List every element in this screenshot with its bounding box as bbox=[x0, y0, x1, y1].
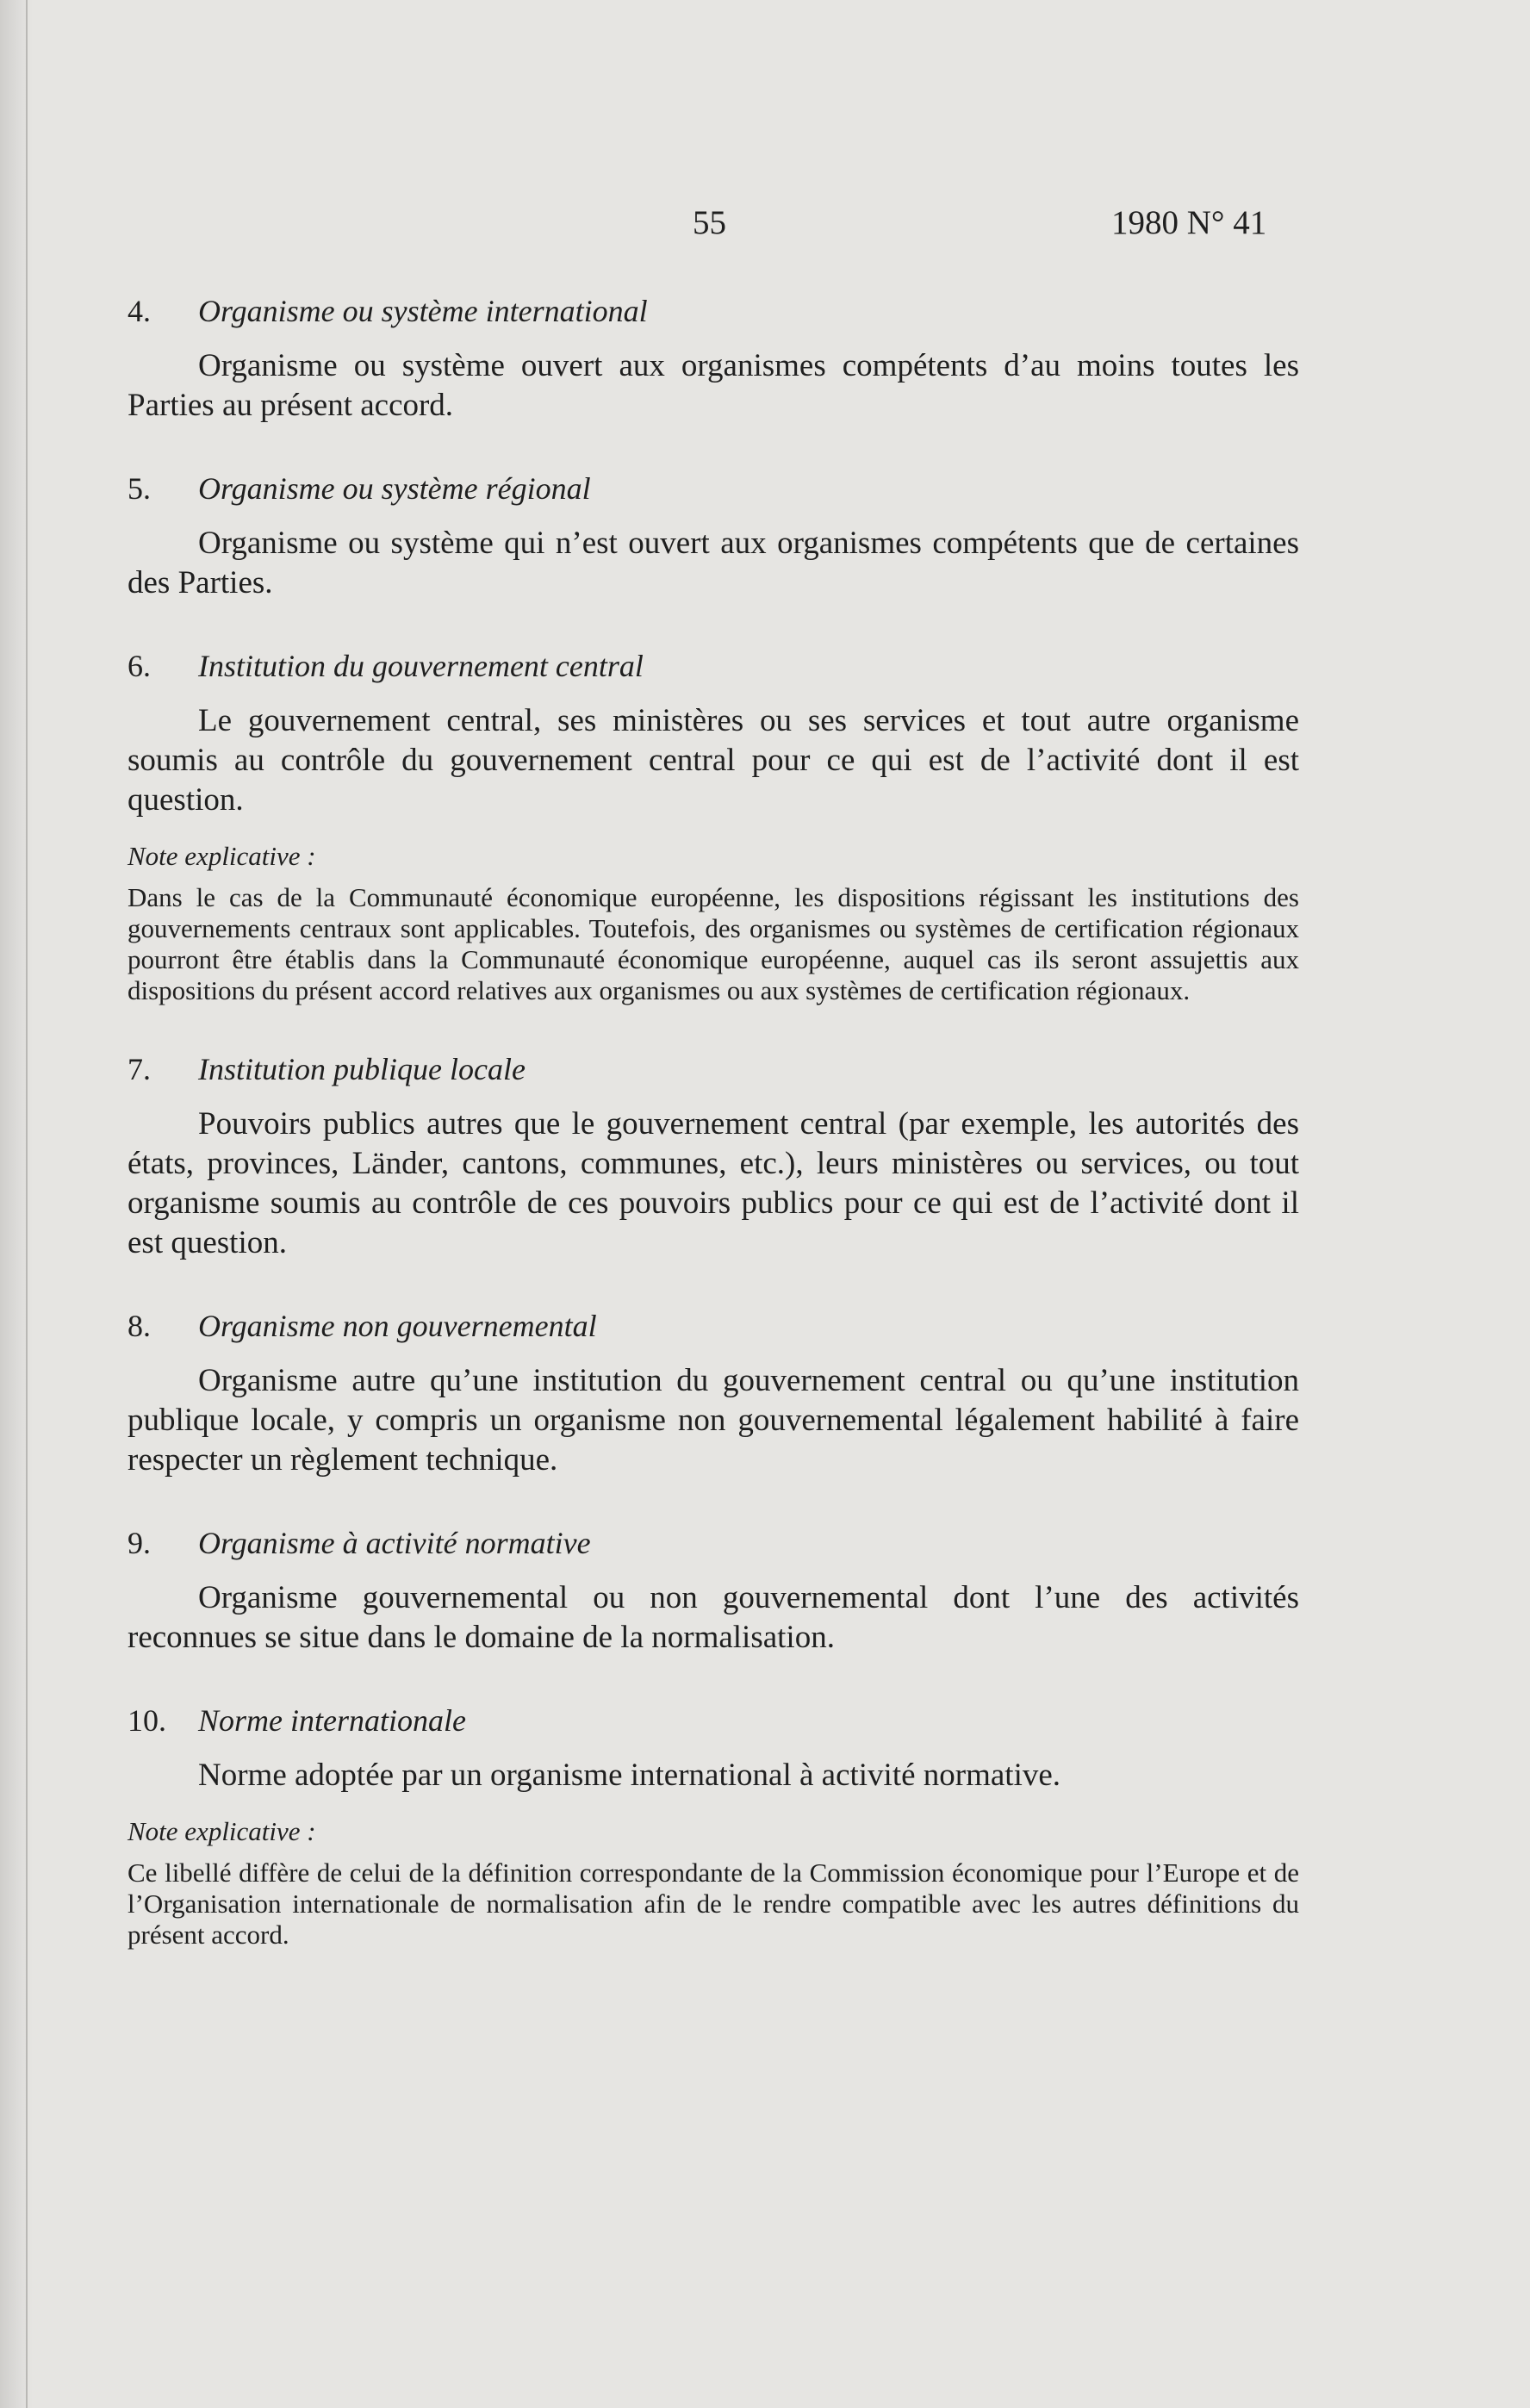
definition-body: Organisme gouvernemental ou non gouvernemental dont l’une des activités reconnues se situe dans le domaine de la normalisation. bbox=[128, 1580, 1299, 1655]
definition-body: Pouvoirs publics autres que le gouvernement central (par exemple, les autorités des états, provinces, Länder, cantons, communes, etc.), leurs ministères ou services, ou tout organisme soumis au contrôle de ces pouvoirs publics pour ce qui est de l’activité dont il est question. bbox=[128, 1106, 1299, 1260]
page-number: 55 bbox=[693, 204, 726, 241]
treaty-reference: 1980 N° 41 bbox=[1111, 204, 1267, 241]
definition-number: 8. bbox=[128, 1309, 151, 1343]
note-body: Dans le cas de la Communauté économique européenne, les dispositions régissant les institutions des gouvernements centraux sont applicables. Toutefois, des organismes ou systèmes de certification régionaux pourront être établis dans la Communauté économique européenne, auquel cas ils seront assujettis aux dispositions du présent accord relatives aux organismes ou aux systèmes de certification régionaux. bbox=[128, 882, 1299, 1005]
definition-body: Organisme autre qu’une institution du gouvernement central ou qu’une institution publique locale, y compris un organisme non gouvernemental légalement habilité à faire respecter un règlement technique. bbox=[128, 1363, 1299, 1478]
binding-edge bbox=[0, 0, 33, 2408]
definition-title: Institution du gouvernement central bbox=[198, 649, 644, 683]
definition-item-5 bbox=[128, 470, 1299, 603]
explanatory-note bbox=[128, 1816, 1299, 1951]
definition-number: 9. bbox=[128, 1526, 151, 1560]
explanatory-note bbox=[128, 841, 1299, 1006]
definitions-list bbox=[128, 293, 1299, 1995]
definition-title: Organisme non gouvernemental bbox=[198, 1309, 597, 1343]
note-label: Note explicative : bbox=[128, 1816, 316, 1846]
definition-body: Organisme ou système ouvert aux organismes compétents d’au moins toutes les Parties au présent accord. bbox=[128, 348, 1299, 423]
definition-title: Norme internationale bbox=[198, 1703, 466, 1738]
definition-number: 5. bbox=[128, 471, 151, 506]
definition-number: 7. bbox=[128, 1052, 151, 1086]
definition-heading bbox=[128, 1525, 1299, 1561]
definition-body: Le gouvernement central, ses ministères ou ses services et tout autre organisme soumis au contrôle du gouvernement central pour ce qui est de l’activité dont il est question. bbox=[128, 703, 1299, 818]
definition-title: Organisme ou système régional bbox=[198, 471, 591, 506]
definition-heading bbox=[128, 1308, 1299, 1344]
definition-heading bbox=[128, 470, 1299, 507]
definition-number: 6. bbox=[128, 649, 151, 683]
definition-heading bbox=[128, 293, 1299, 329]
note-body: Ce libellé diffère de celui de la définition correspondante de la Commission économique pour l’Europe et de l’Organisation internationale de normalisation afin de le rendre compatible avec les autres définitions du présent accord. bbox=[128, 1857, 1299, 1950]
definition-item-9 bbox=[128, 1525, 1299, 1658]
definition-title: Institution publique locale bbox=[198, 1052, 526, 1086]
definition-number: 4. bbox=[128, 294, 151, 328]
definition-heading bbox=[128, 1051, 1299, 1087]
definition-item-4 bbox=[128, 293, 1299, 426]
definition-item-7 bbox=[128, 1051, 1299, 1263]
definition-item-8 bbox=[128, 1308, 1299, 1480]
definition-title: Organisme ou système international bbox=[198, 294, 648, 328]
definition-item-10 bbox=[128, 1702, 1299, 1951]
definition-number: 10. bbox=[128, 1703, 166, 1738]
definition-heading bbox=[128, 1702, 1299, 1739]
definition-title: Organisme à activité normative bbox=[198, 1526, 591, 1560]
definition-body: Norme adoptée par un organisme international à activité normative. bbox=[198, 1758, 1061, 1793]
definition-item-6 bbox=[128, 648, 1299, 1006]
definition-body: Organisme ou système qui n’est ouvert aux organismes compétents que de certaines des Parties. bbox=[128, 526, 1299, 600]
page-header bbox=[0, 203, 1530, 255]
binding-line bbox=[26, 0, 28, 2408]
definition-heading bbox=[128, 648, 1299, 684]
note-label: Note explicative : bbox=[128, 841, 316, 871]
